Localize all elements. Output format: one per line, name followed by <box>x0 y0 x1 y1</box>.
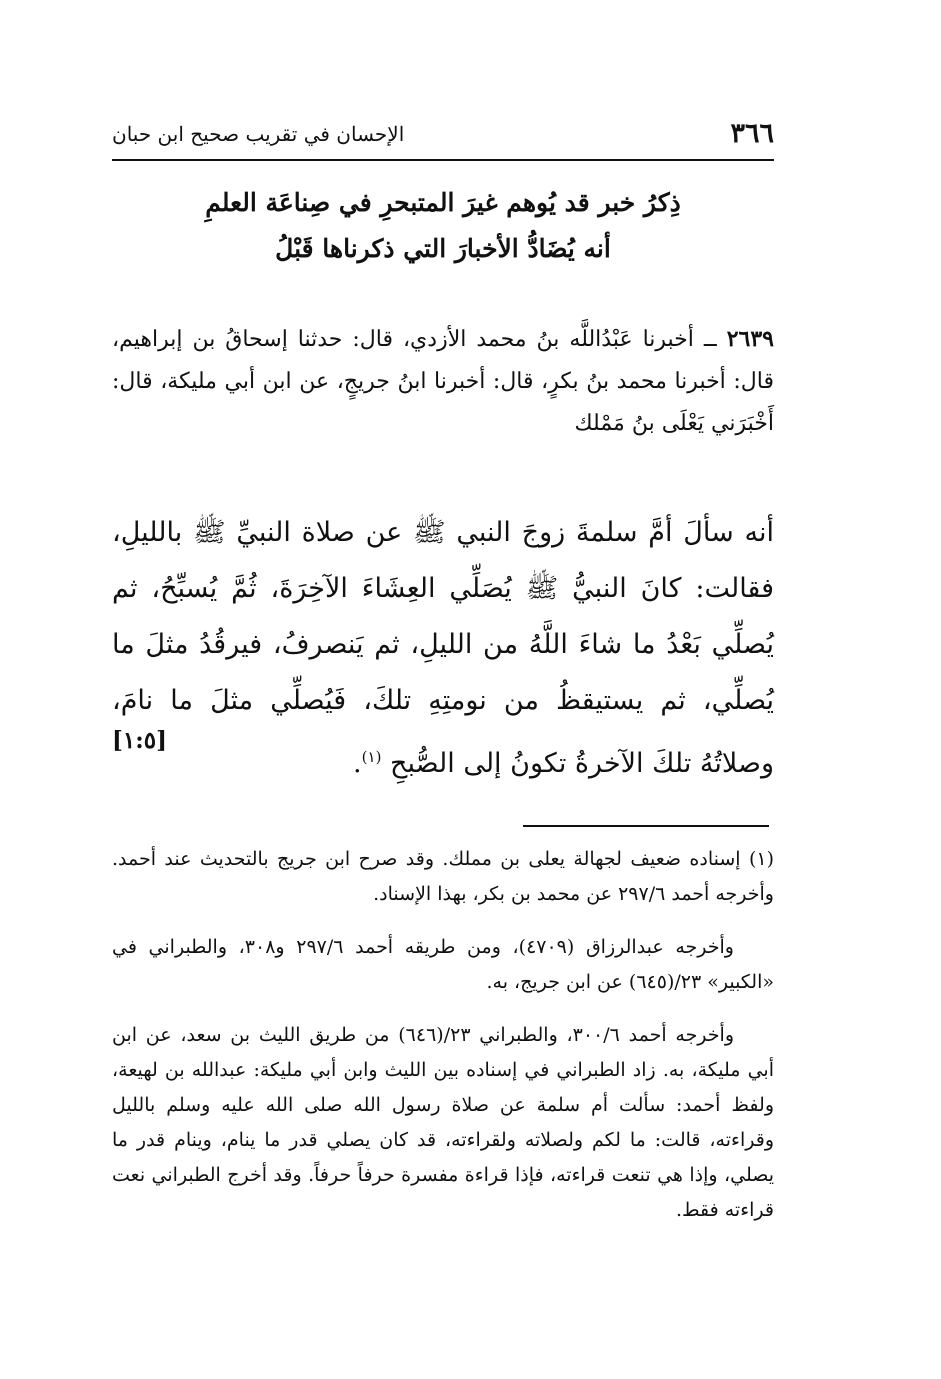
matn-end-mark: . <box>353 748 362 779</box>
hadith-reference: [١:٥] <box>112 727 167 754</box>
footnote-rule <box>523 825 769 827</box>
footnote-paragraph-3: وأخرجه أحمد ٣٠٠/٦، والطبراني ٢٣/(٦٤٦) من طريق الليث بن سعد، عن ابن أبي مليكة، به. زاد الطبراني في إسناده بين الليث وابن أبي مليكة: عبدالله بن لهيعة، ولفظ أحمد: سألت أم سلمة عن صلاة رسول الله صلى الله عليه وسلم بالليل وقراءته، قالت: ما لكم ولصلاته ولقراءته، قد كان يصلي قدر ما ينام، وينام قدر ما يصلي، وإذا هي تنعت قراءته، فإذا قراءة مفسرة حرفاً حرفاً. وقد أخرج الطبراني نعت قراءته فقط. <box>112 1024 774 1221</box>
page-number: ٣٦٦ <box>730 118 774 149</box>
page-header <box>112 112 774 156</box>
hadith-number: ٢٦٣٩ <box>726 326 774 352</box>
chapter-title-line-1: ذِكرُ خبر قد يُوهم غيرَ المتبحرِ في صِناعَة العلمِ <box>205 188 681 217</box>
footnote-1: (١) إسناده ضعيف لجهالة يعلى بن مملك. وقد صرح ابن جريج بالتحديث عند أحمد. وأخرجه أحمد ٢٩٧/٦ عن محمد بن بكر، بهذا الإسناد. <box>112 848 774 905</box>
chapter-title-line-2: أنه يُضَادُّ الأخبارَ التي ذكرناها قَبْلُ <box>275 234 611 263</box>
hadith-matn <box>112 505 774 792</box>
isnad-text: ــ أخبرنا عَبْدُاللَّه بنُ محمد الأزدي، قال: حدثنا إسحاقُ بن إبراهيم، قال: أخبرنا محمد بنُ بكرٍ، قال: أخبرنا ابنُ جريجٍ، عن ابن أبي مليكة، قال: أَخْبَرَني يَعْلَى بنُ مَمْلك <box>112 327 774 436</box>
matn-text: أنه سألَ أمَّ سلمةَ زوجَ النبي ﷺ عن صلاة النبيِّ ﷺ بالليلِ، فقالت: كانَ النبيُّ ﷺ يُصَلِّي العِشَاءَ الآخِرَةَ، ثُمَّ يُسبِّحُ، ثم يُصلِّي بَعْدُ ما شاءَ اللَّهُ من الليلِ، ثم يَنصرفُ، فيرقُدُ مثلَ ما يُصلِّي، ثم يستيقظُ من نومتِهِ تلكَ، فَيُصلِّي مثلَ ما نامَ، وصلاتُهُ تلكَ الآخرةُ تكونُ إلى الصُّبحِ <box>112 517 774 779</box>
header-rule <box>112 159 774 161</box>
footnote-paragraph-2: وأخرجه عبدالرزاق (٤٧٠٩)، ومن طريقه أحمد ٢٩٧/٦ و٣٠٨، والطبراني في «الكبير» ٢٣/(٦٤٥) عن ابن جريج، به. <box>112 936 774 993</box>
hadith-isnad <box>112 318 774 445</box>
footnotes <box>112 842 774 1246</box>
running-title: الإحسان في تقريب صحيح ابن حبان <box>112 122 405 146</box>
footnote-marker: (١) <box>361 748 382 766</box>
chapter-title <box>112 180 774 272</box>
